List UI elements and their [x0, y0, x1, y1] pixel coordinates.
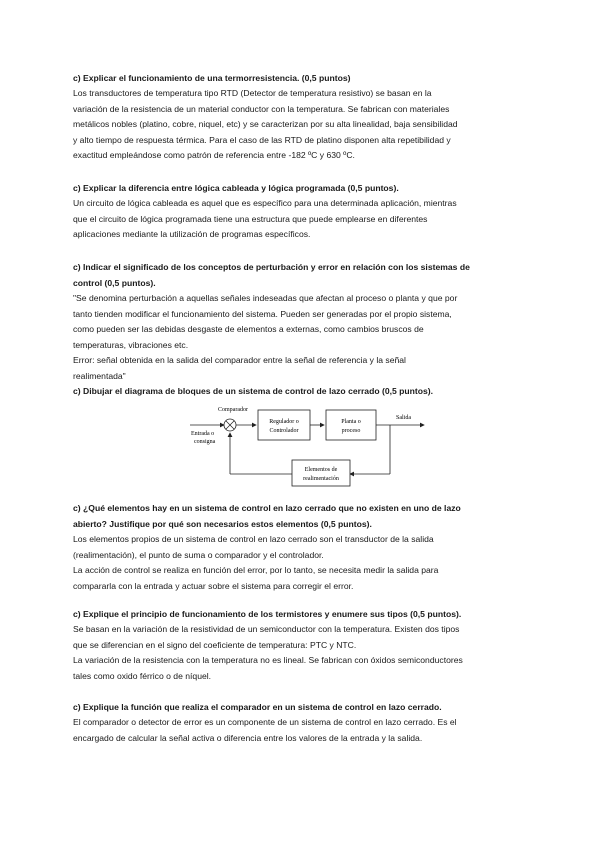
paragraph-line: Un circuito de lógica cableada es aquel que es específico para una determinada aplicación, mientras: [73, 198, 457, 208]
feedback-block: [292, 460, 350, 486]
label-realimentacion: realimentación: [303, 476, 339, 482]
question-heading: c) Explique la función que realiza el comparador en un sistema de control en lazo cerrado.: [73, 702, 442, 712]
paragraph-line: Los transductores de temperatura tipo RTD (Detector de temperatura resistivo) se basan en la: [73, 88, 432, 98]
label-elementos: Elementos de: [304, 467, 338, 473]
paragraph-line: variación de la resistencia de un material conductor con la temperatura. Se fabrican con materiales: [73, 103, 450, 114]
question-heading: c) Explicar la diferencia entre lógica cableada y lógica programada (0,5 puntos).: [73, 183, 399, 193]
paragraph-line: que se diferencian en el signo del coeficiente de temperatura: PTC y NTC.: [73, 639, 357, 650]
paragraph-line: temperaturas, vibraciones etc.: [73, 339, 189, 350]
label-salida: Salida: [396, 415, 411, 421]
regulator-block: [258, 410, 310, 440]
paragraph-line: compararla con la entrada y actuar sobre el sistema para corregir el error.: [73, 580, 354, 591]
section-lazo-cerrado: [73, 500, 525, 594]
question-heading: c) Explicar el funcionamiento de una termorresistencia. (0,5 puntos): [73, 73, 351, 83]
paragraph-line: Error: señal obtenida en la salida del comparador entre la señal de referencia y la señal: [73, 355, 406, 366]
paragraph-line: y alto tiempo de respuesta térmica. Para el caso de las RTD de platino disponen alta repetibilidad y: [73, 134, 451, 145]
paragraph-line: como pueden ser las debidas desgaste de elementos a externas, como cambios bruscos de: [73, 324, 424, 335]
section-termorresistencia: [73, 70, 525, 164]
paragraph-line: realimentada": [73, 370, 126, 381]
paragraph-line: Los elementos propios de un sistema de control en lazo cerrado son el transductor de la salida: [73, 534, 434, 544]
label-controlador: Controlador: [269, 428, 299, 434]
paragraph-line: encargado de calcular la señal activa o diferencia entre los valores de la entrada y la salida.: [73, 732, 423, 743]
question-heading: c) Explique el principio de funcionamiento de los termistores y enumere sus tipos (0,5 puntos).: [73, 609, 462, 619]
section-diagrama: [73, 383, 525, 399]
section-comparador: [73, 699, 525, 746]
section-perturbacion-error: [73, 259, 525, 385]
label-proceso: proceso: [341, 428, 361, 434]
plant-block: [326, 410, 376, 440]
paragraph-line: tanto tienden modificar el funcionamiento del sistema. Pueden ser generadas por el propio sistema,: [73, 308, 452, 319]
paragraph-line: (realimentación), el punto de suma o comparador y el controlador.: [73, 549, 324, 560]
label-regulador: Regulador o: [269, 419, 299, 425]
question-heading: c) Indicar el significado de los conceptos de perturbación y error en relación con los sistemas de: [73, 262, 470, 272]
label-planta: Planta o: [341, 419, 361, 425]
label-comparador: Comparador: [218, 407, 248, 413]
paragraph-line: La acción de control se realiza en función del error, por lo tanto, se necesita medir la salida para: [73, 565, 439, 576]
paragraph-line: La variación de la resistencia con la temperatura no es lineal. Se fabrican con óxidos semiconductores: [73, 655, 463, 666]
paragraph-line: El comparador o detector de error es un componente de un sistema de control en lazo cerrado. Es el: [73, 717, 457, 727]
section-logica: [73, 180, 525, 243]
paragraph-line: metálicos nobles (platino, cobre, niquel, etc) y se caracterizan por su alta linealidad, baja sensibilidad: [73, 119, 458, 130]
paragraph-line: exactitud empleándose como patrón de referencia entre -182 ºC y 630 ºC.: [73, 150, 355, 161]
section-termistores: [73, 606, 525, 684]
question-heading: control (0,5 puntos).: [73, 278, 156, 288]
paragraph-line: tales como oxido férrico o de níquel.: [73, 670, 212, 681]
label-consigna: consigna: [194, 439, 216, 445]
question-heading: abierto? Justifique por qué son necesarios estos elementos (0,5 puntos).: [73, 519, 372, 529]
paragraph-line: que el circuito de lógica programada tiene una estructura que puede emplearse en diferentes: [73, 213, 428, 224]
label-entrada: Entrada o: [191, 431, 215, 437]
paragraph-line: Se basan en la variación de la resistividad de un semiconductor con la temperatura. Existen dos tipos: [73, 624, 460, 634]
question-heading: c) ¿Qué elementos hay en un sistema de control en lazo cerrado que no existen en uno de lazo: [73, 503, 461, 513]
paragraph-line: aplicaciones mediante la utilización de programas específicos.: [73, 229, 311, 240]
block-diagram: [188, 402, 428, 494]
question-heading: c) Dibujar el diagrama de bloques de un sistema de control de lazo cerrado (0,5 puntos).: [73, 386, 434, 396]
paragraph-line: "Se denomina perturbación a aquellas señales indeseadas que afectan al proceso o planta y que por: [73, 293, 458, 303]
